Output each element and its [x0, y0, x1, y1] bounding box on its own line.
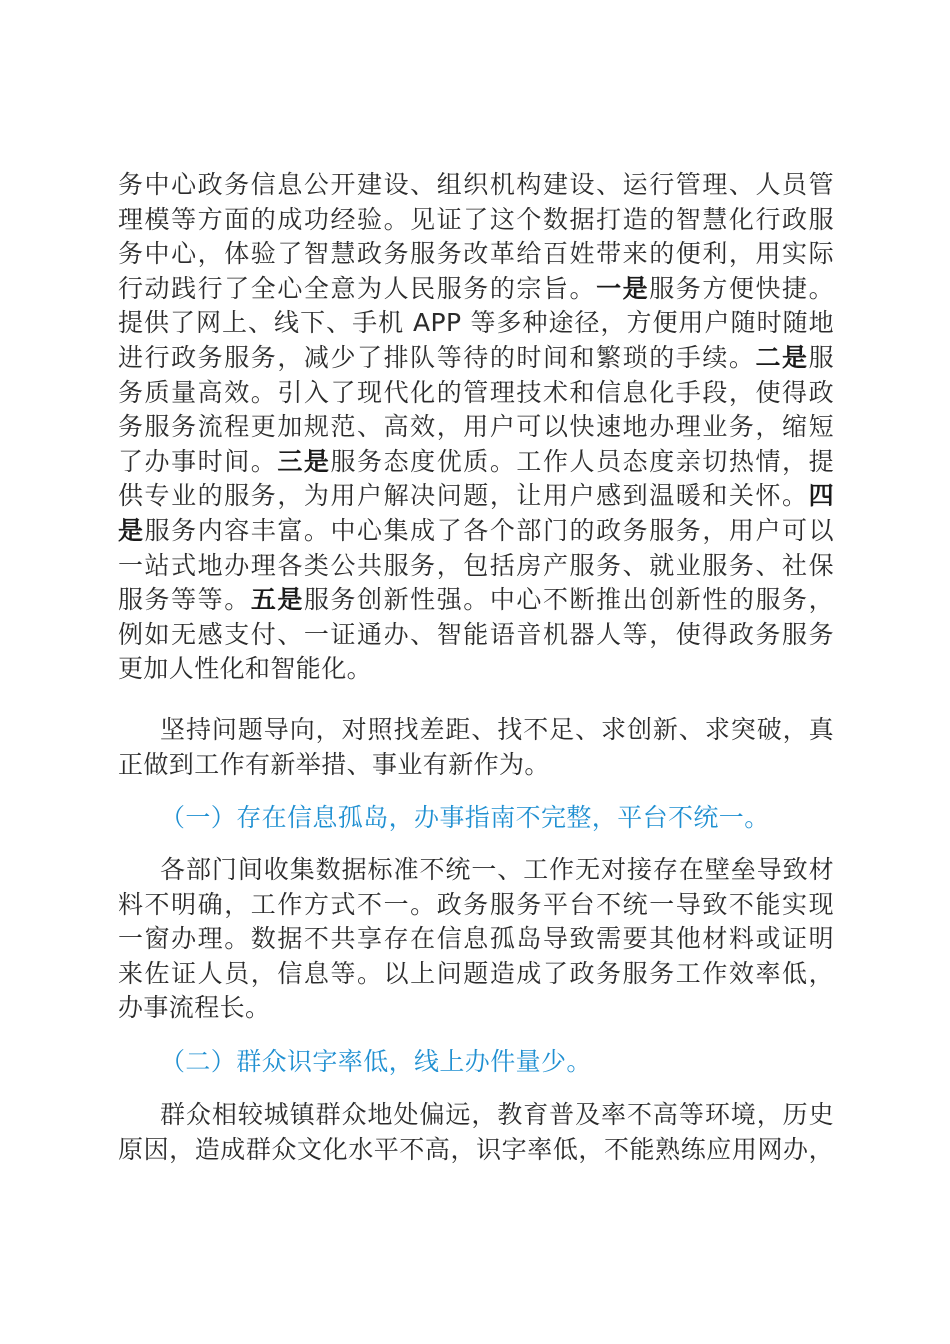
point-label-five: 五是	[250, 585, 304, 615]
text-line	[118, 479, 834, 514]
text-segment: 服务等等。	[118, 585, 251, 615]
text-segment: 进行政务服务，减少了排队等待的时间和繁琐的手续。	[118, 342, 756, 372]
paragraph-service-experience	[118, 168, 834, 687]
text-line	[118, 583, 834, 618]
text-line: 务质量高效。引入了现代化的管理技术和信息化手段，使得政	[118, 377, 834, 407]
text-segment: 供专业的服务，为用户解决问题，让用户感到温暖和关怀。	[118, 481, 809, 511]
point-label-two: 二是	[755, 342, 809, 372]
text-line: 办事流程长。	[118, 993, 271, 1023]
text-segment: 行动践行了全心全意为人民服务的宗旨。	[118, 273, 597, 303]
text-line: 更加人性化和智能化。	[118, 654, 373, 684]
paragraph-problem-orientation	[118, 713, 834, 782]
text-line	[118, 341, 834, 376]
text-line: 群众相较城镇群众地处偏远，教育普及率不高等环境，历史	[160, 1100, 834, 1129]
heading-text: （一）存在信息孤岛，办事指南不完整，平台不统一。	[160, 803, 770, 832]
heading-text: （二）群众识字率低，线上办件量少。	[160, 1047, 592, 1076]
text-line: 原因，造成群众文化水平不高，识字率低，不能熟练应用网办，	[118, 1134, 834, 1164]
text-line: 例如无感支付、一证通办、智能语音机器人等，使得政务服务	[118, 619, 834, 649]
text-line: 提供了网上、线下、手机 APP 等多种途径，方便用户随时随地	[118, 308, 834, 338]
text-line: 来佐证人员，信息等。以上问题造成了政务服务工作效率低，	[118, 958, 834, 988]
text-segment: 服	[808, 342, 834, 372]
text-line: 务中心政务信息公开建设、组织机构建设、运行管理、人员管	[118, 170, 834, 199]
text-line: 正做到工作有新举措、事业有新作为。	[118, 749, 550, 779]
section-heading-two	[118, 1045, 834, 1080]
text-line: 料不明确，工作方式不一。政务服务平台不统一导致不能实现	[118, 889, 834, 919]
text-line: 一站式地办理各类公共服务，包括房产服务、就业服务、社保	[118, 550, 834, 580]
text-line: 务中心，体验了智慧政务服务改革给百姓带来的便利，用实际	[118, 239, 834, 269]
text-segment: 服务创新性强。中心不断推出创新性的服务，	[303, 585, 834, 615]
text-line: 坚持问题导向，对照找差距、找不足、求创新、求突破，真	[160, 715, 834, 744]
point-label-four-part2: 是	[118, 515, 145, 545]
point-label-four-part1: 四	[808, 481, 834, 511]
text-line: 理模等方面的成功经验。见证了这个数据打造的智慧化行政服	[118, 204, 834, 234]
text-segment: 服务方便快捷。	[649, 273, 834, 303]
section-heading-one	[118, 801, 834, 836]
text-line	[118, 445, 834, 480]
point-label-three: 三是	[277, 446, 331, 476]
paragraph-information-silos	[118, 853, 834, 1026]
text-segment: 服务态度优质。工作人员态度亲切热情，提	[330, 446, 834, 476]
text-segment: 了办事时间。	[118, 446, 278, 476]
text-line	[118, 514, 834, 549]
text-line	[118, 272, 834, 307]
text-line: 务服务流程更加规范、高效，用户可以快速地办理业务，缩短	[118, 412, 834, 442]
text-line: 各部门间收集数据标准不统一、工作无对接存在壁垒导致材	[160, 855, 834, 884]
text-segment: 服务内容丰富。中心集成了各个部门的政务服务，用户可以	[144, 515, 834, 545]
paragraph-literacy	[118, 1098, 834, 1167]
point-label-one: 一是	[596, 273, 650, 303]
text-line: 一窗办理。数据不共享存在信息孤岛导致需要其他材料或证明	[118, 924, 834, 954]
